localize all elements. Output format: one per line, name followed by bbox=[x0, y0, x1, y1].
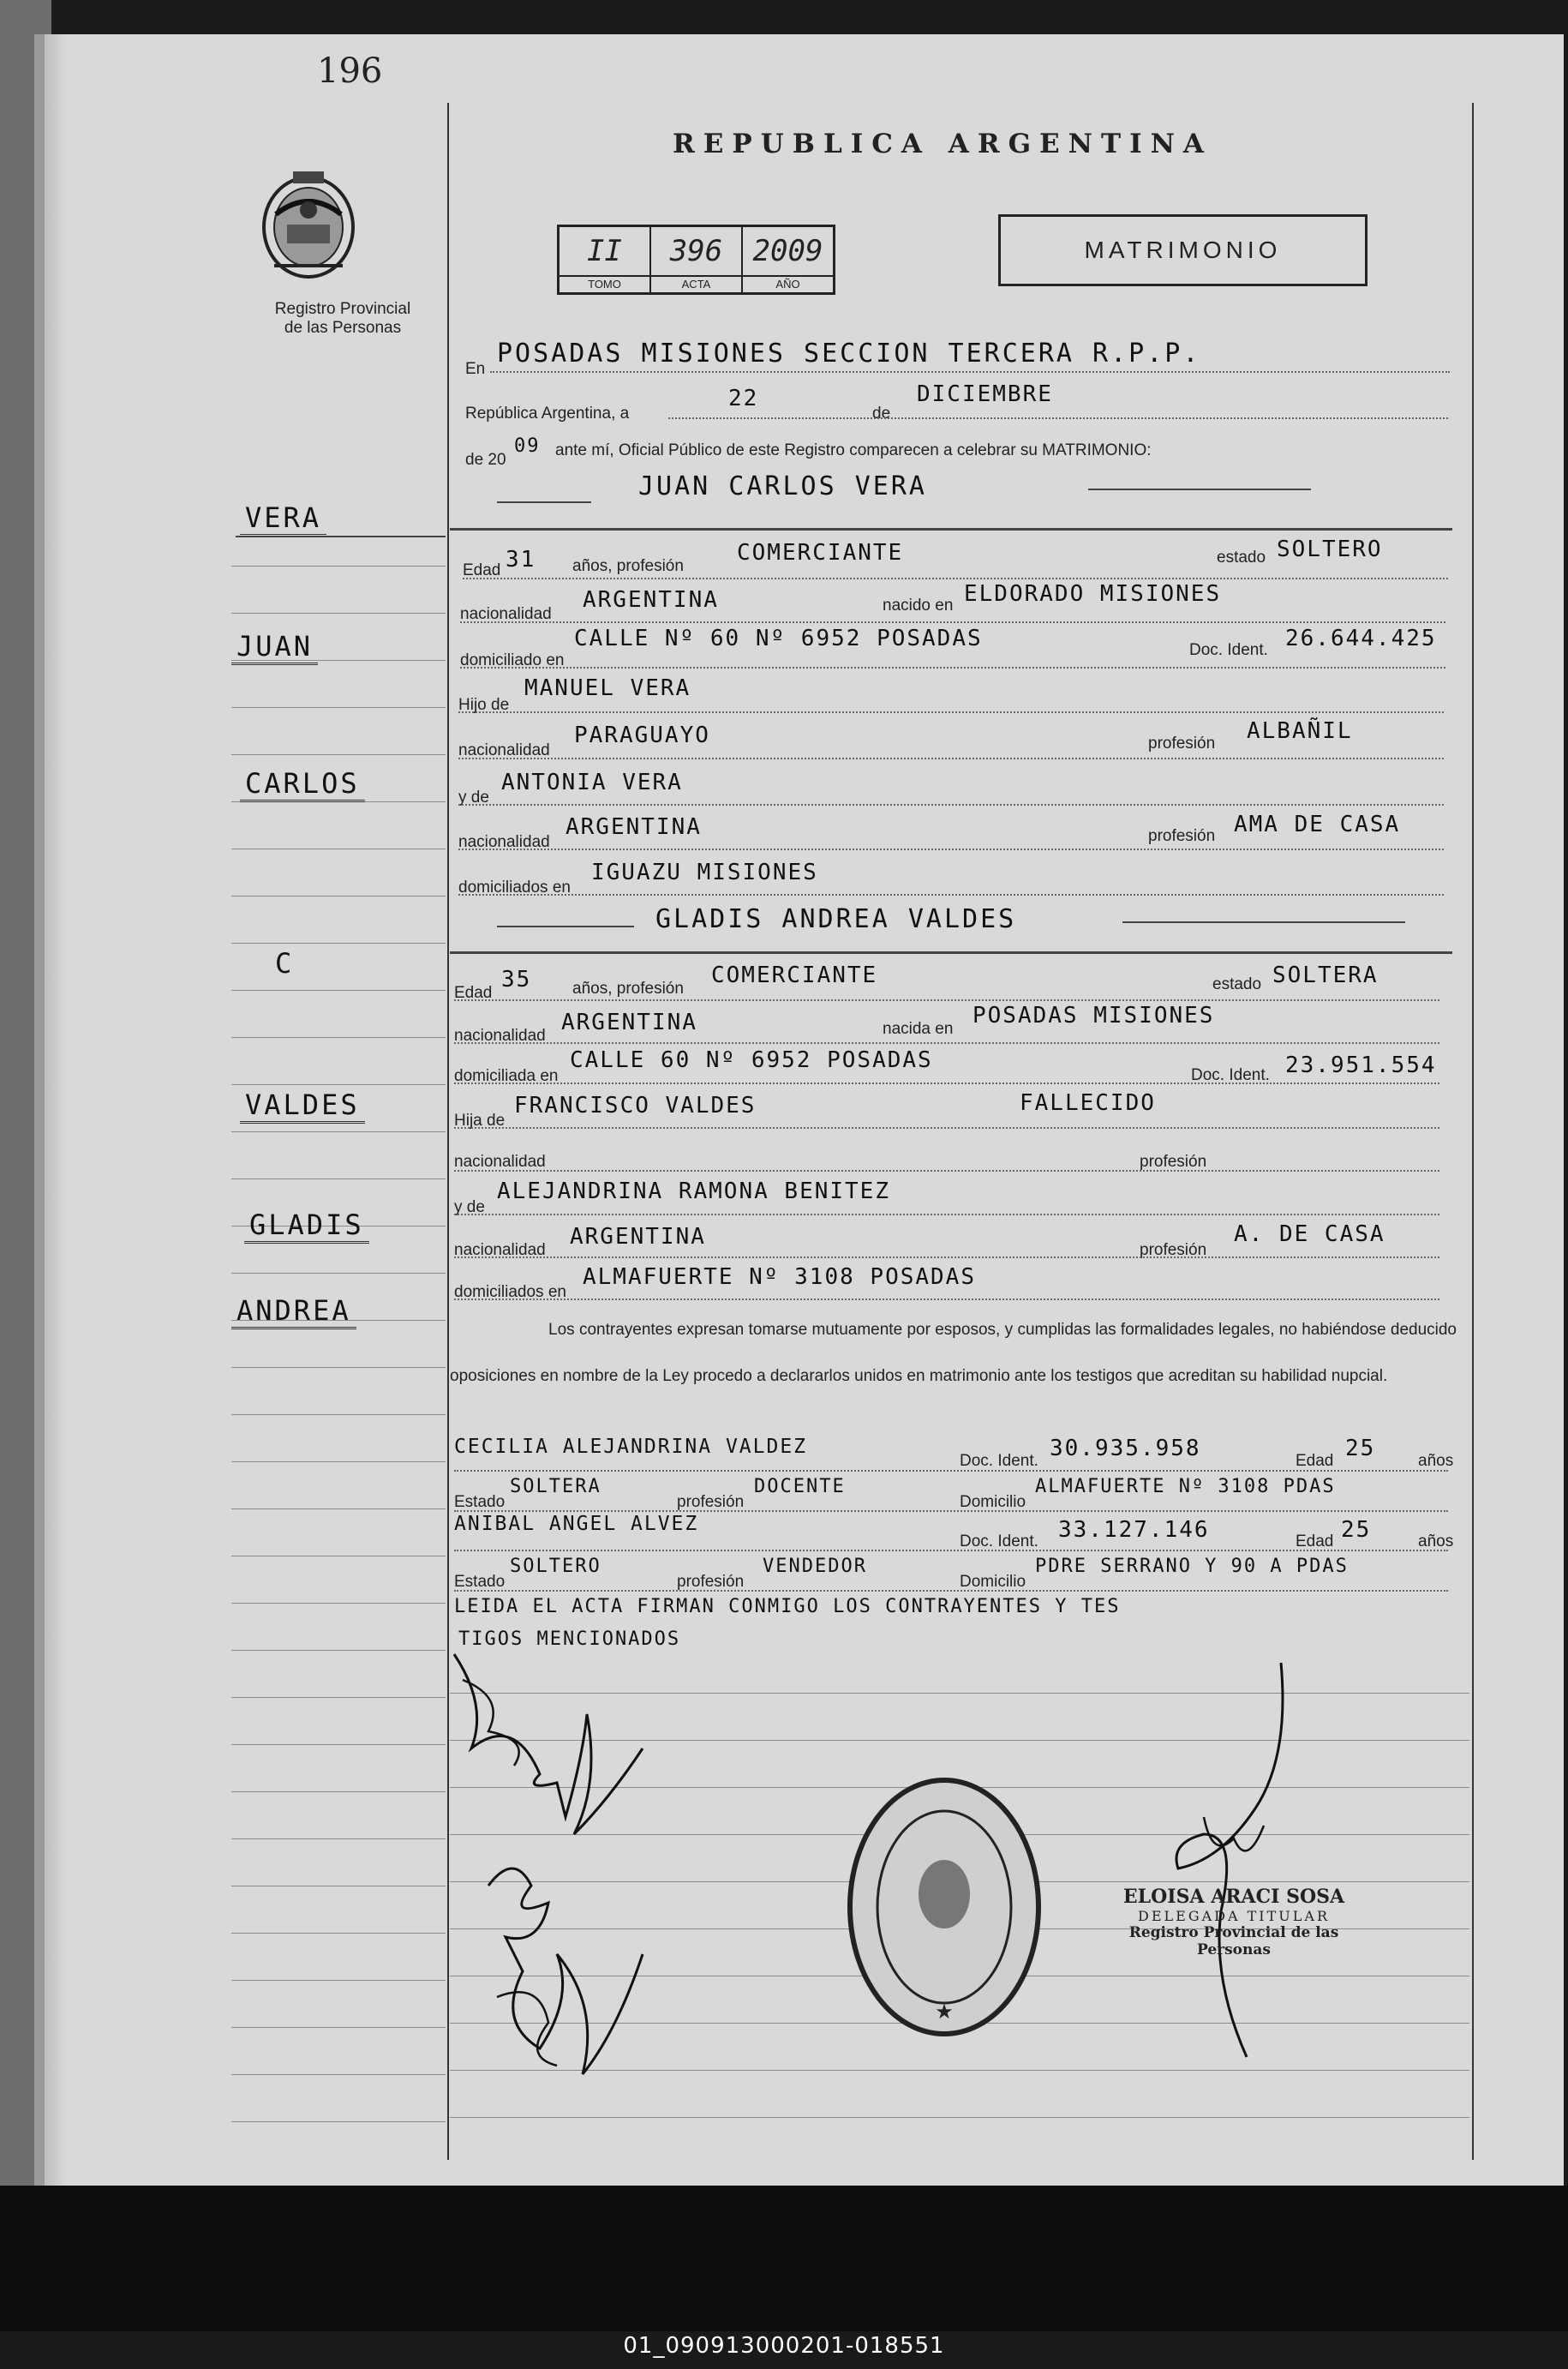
groom-father-nationality: PARAGUAYO bbox=[574, 723, 710, 748]
groom-age: 31 bbox=[506, 547, 536, 573]
record-number-box bbox=[557, 225, 835, 295]
bride-father-note: FALLECIDO bbox=[1020, 1090, 1156, 1116]
acta-value: 396 bbox=[669, 234, 723, 268]
scan-footer bbox=[0, 2186, 1568, 2331]
anio-cell bbox=[743, 227, 833, 292]
witness2-age: 25 bbox=[1341, 1517, 1372, 1543]
declaration-text: Los contrayentes expresan tomarse mutuamente por esposos, y cumplidas las formalidades legales, no habiéndose deducido oposiciones en nombre de la Ley procedo a declararlos unidos en matrimonio ante los testigos que acreditan su habilidad nupcial. bbox=[450, 1321, 1457, 1385]
groom-status: SOLTERO bbox=[1277, 537, 1383, 562]
groom-birthplace: ELDORADO MISIONES bbox=[964, 581, 1222, 607]
bride-mother: ALEJANDRINA RAMONA BENITEZ bbox=[497, 1179, 890, 1204]
witness1-status: SOLTERA bbox=[510, 1476, 601, 1497]
closing-line-2: TIGOS MENCIONADOS bbox=[458, 1628, 681, 1650]
bride-birthplace: POSADAS MISIONES bbox=[973, 1003, 1215, 1029]
margin-surname-groom: VERA bbox=[240, 501, 326, 537]
official-name: ELOISA ARACI SOSA bbox=[1122, 1886, 1345, 1908]
coat-of-arms-icon bbox=[248, 163, 368, 283]
groom-mother: ANTONIA VERA bbox=[501, 770, 683, 795]
groom-parents-address: IGUAZU MISIONES bbox=[591, 860, 818, 885]
signature-official bbox=[1152, 1654, 1324, 2066]
en-label: En bbox=[465, 360, 486, 378]
bride-mother-nationality: ARGENTINA bbox=[570, 1224, 706, 1250]
svg-text:★: ★ bbox=[935, 2000, 954, 2024]
official-title: DELEGADA TITULAR bbox=[1138, 1908, 1330, 1924]
groom-profession: COMERCIANTE bbox=[737, 540, 904, 566]
groom-father-profession: ALBAÑIL bbox=[1247, 718, 1353, 744]
bride-parents-address: ALMAFUERTE Nº 3108 POSADAS bbox=[583, 1264, 976, 1290]
acta-label: ACTA bbox=[651, 275, 741, 292]
official-office: Registro Provincial de las Personas bbox=[1128, 1924, 1339, 1958]
groom-address: CALLE Nº 60 Nº 6952 POSADAS bbox=[574, 626, 983, 651]
groom-mother-profession: AMA DE CASA bbox=[1234, 812, 1401, 837]
witness1-profession: DOCENTE bbox=[754, 1476, 846, 1497]
signature-bride bbox=[471, 1851, 677, 2100]
acta-cell bbox=[651, 227, 743, 292]
binding-spine bbox=[45, 34, 70, 2186]
year-label: de 20 bbox=[465, 451, 506, 469]
margin-secondname-groom: CARLOS bbox=[240, 767, 365, 802]
page-number: 196 bbox=[317, 51, 383, 91]
official-stamp-text bbox=[1114, 1886, 1354, 1958]
anio-value: 2009 bbox=[752, 234, 823, 268]
witness2-name: ANIBAL ANGEL ALVEZ bbox=[454, 1513, 699, 1535]
bride-mother-profession: A. DE CASA bbox=[1234, 1221, 1385, 1247]
bride-age: 35 bbox=[501, 967, 532, 993]
bride-nationality: ARGENTINA bbox=[561, 1010, 697, 1035]
file-id: 01_090913000201-018551 bbox=[623, 2333, 945, 2359]
bride-full-name: GLADIS ANDREA VALDES bbox=[655, 904, 1017, 934]
witness1-address: ALMAFUERTE Nº 3108 PDAS bbox=[1035, 1476, 1336, 1497]
right-border bbox=[1472, 103, 1474, 2160]
margin-secondname-bride: ANDREA bbox=[231, 1294, 356, 1329]
margin-firstname-groom: JUAN bbox=[231, 630, 318, 665]
bride-father: FRANCISCO VALDES bbox=[514, 1093, 757, 1119]
day-value: 22 bbox=[728, 386, 759, 411]
groom-father: MANUEL VERA bbox=[524, 675, 691, 701]
year-suffix: 09 bbox=[514, 435, 541, 457]
bride-status: SOLTERA bbox=[1272, 963, 1379, 988]
witness2-address: PDRE SERRANO Y 90 A PDAS bbox=[1035, 1556, 1349, 1577]
closing-line-1: LEIDA EL ACTA FIRMAN CONMIGO LOS CONTRAYENTES Y TES bbox=[454, 1596, 1121, 1617]
official-seal-icon bbox=[844, 1774, 1045, 2040]
registry-name: Registro Provincial de las Personas bbox=[274, 300, 411, 337]
page-title: REPUBLICA ARGENTINA bbox=[673, 129, 1212, 159]
witness2-status: SOLTERO bbox=[510, 1556, 601, 1577]
bride-address: CALLE 60 Nº 6952 POSADAS bbox=[570, 1047, 933, 1073]
signature-groom bbox=[437, 1646, 660, 1868]
witness1-name: CECILIA ALEJANDRINA VALDEZ bbox=[454, 1436, 808, 1458]
republica-label: República Argentina, a bbox=[465, 405, 630, 423]
witness2-profession: VENDEDOR bbox=[763, 1556, 867, 1577]
bride-doc: 23.951.554 bbox=[1285, 1053, 1437, 1078]
anio-label: AÑO bbox=[743, 275, 833, 292]
month-value: DICIEMBRE bbox=[917, 381, 1053, 407]
tomo-value: II bbox=[587, 234, 622, 268]
place-value: POSADAS MISIONES SECCION TERCERA R.P.P. bbox=[497, 339, 1201, 369]
witness1-doc: 30.935.958 bbox=[1050, 1436, 1201, 1461]
witness1-age: 25 bbox=[1345, 1436, 1376, 1461]
tomo-cell bbox=[560, 227, 651, 292]
ante-text: ante mí, Oficial Público de este Registro comparecen a celebrar su MATRIMONIO: bbox=[555, 441, 1152, 459]
margin-firstname-bride: GLADIS bbox=[244, 1208, 369, 1244]
bride-profession: COMERCIANTE bbox=[711, 963, 878, 988]
de-label: de bbox=[872, 405, 891, 423]
groom-nationality: ARGENTINA bbox=[583, 587, 719, 613]
tomo-label: TOMO bbox=[560, 275, 649, 292]
groom-mother-nationality: ARGENTINA bbox=[566, 814, 702, 840]
record-type: MATRIMONIO bbox=[998, 214, 1368, 286]
margin-surname-bride: VALDES bbox=[240, 1089, 365, 1124]
groom-doc: 26.644.425 bbox=[1285, 626, 1437, 651]
margin-initial: C bbox=[275, 947, 295, 980]
witness2-doc: 33.127.146 bbox=[1058, 1517, 1210, 1543]
groom-full-name: JUAN CARLOS VERA bbox=[638, 471, 927, 501]
